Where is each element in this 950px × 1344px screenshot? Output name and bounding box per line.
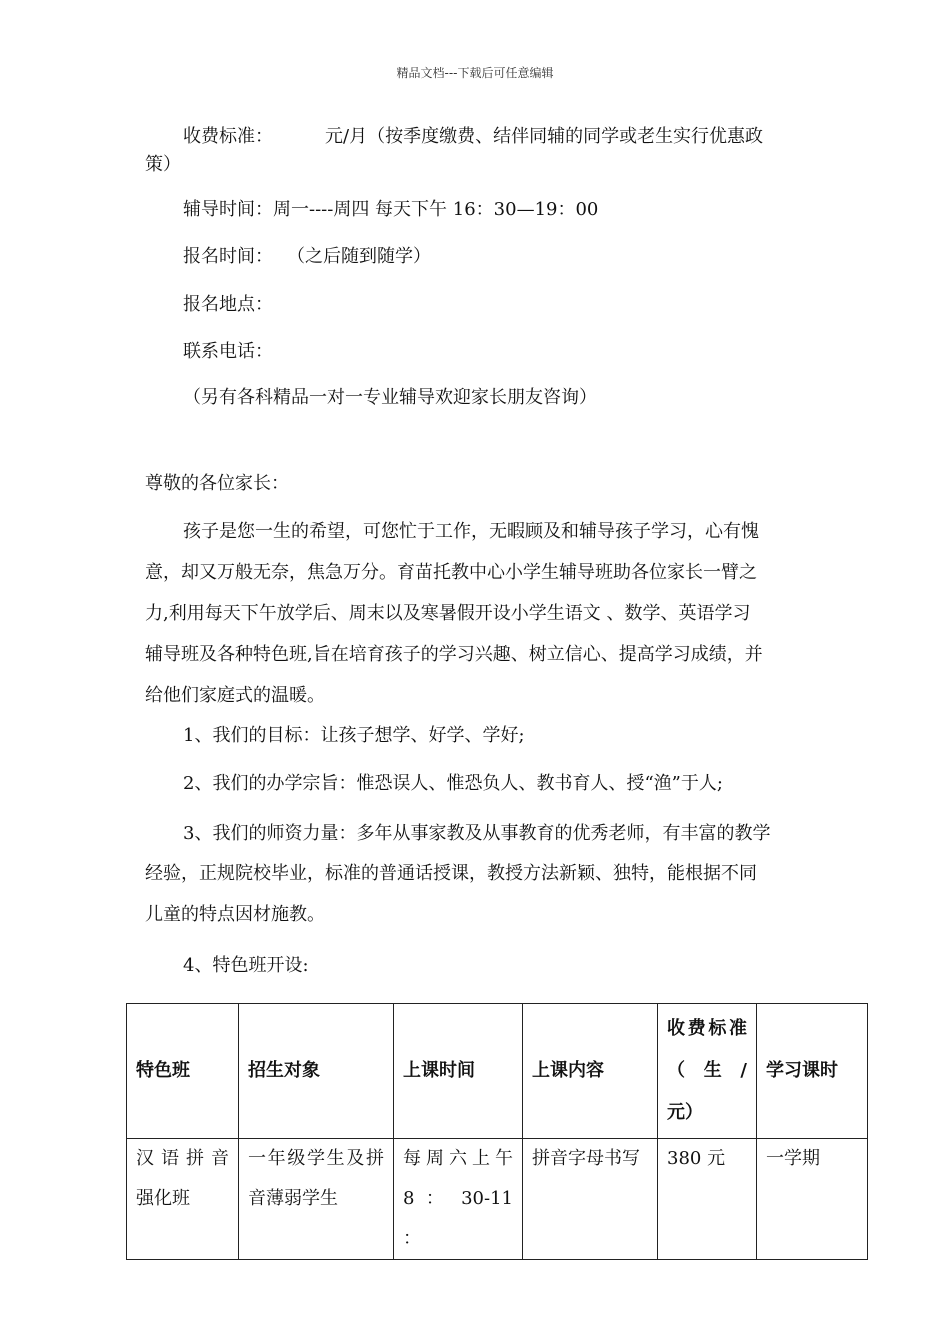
intro-line: 意，却又万般无奈，焦急万分。育苗托教中心小学生辅导班助各位家长一臂之: [145, 562, 757, 583]
teachers-line: 经验，正规院校毕业，标准的普通话授课，教授方法新颖、独特，能根据不同: [145, 863, 757, 884]
fee-value: 元/月（按季度缴费、结伴同辅的同学或老生实行优惠政: [325, 126, 764, 147]
teachers-line: 3、我们的师资力量：多年从事家教及从事教育的优秀老师，有丰富的教学: [183, 823, 771, 844]
cell-line: 每周六上午: [403, 1148, 513, 1169]
header-fee-line: （ 生 /: [667, 1060, 747, 1081]
cell-duration: 一学期: [757, 1139, 868, 1260]
table-row: [127, 1139, 868, 1260]
header-class: 特色班: [127, 1004, 239, 1139]
intro-line: 辅导班及各种特色班,旨在培育孩子的学习兴趣、树立信心、提高学习成绩，并: [145, 644, 763, 665]
feature-title: 4、特色班开设:: [183, 955, 309, 976]
header-target: 招生对象: [239, 1004, 394, 1139]
cell-fee: 380 元: [658, 1139, 757, 1260]
goal: 1、我们的目标：让孩子想学、好学、学好;: [183, 725, 525, 746]
header-time: 上课时间: [394, 1004, 523, 1139]
cell-target: [239, 1139, 394, 1260]
cell-line: 音薄弱学生: [248, 1188, 338, 1209]
signup-location: 报名地点：: [183, 294, 273, 315]
cell-line: 一年级学生及拼: [248, 1148, 384, 1169]
fee-label: 收费标准：: [183, 126, 273, 147]
header-duration: 学习课时: [757, 1004, 868, 1139]
cell-class: [127, 1139, 239, 1260]
intro-line: 给他们家庭式的温暖。: [145, 685, 325, 706]
signup-line: [183, 245, 431, 269]
greeting: 尊敬的各位家长：: [145, 473, 289, 494]
cell-line: 强化班: [136, 1188, 190, 1209]
fee-line: [183, 125, 763, 149]
feature-class-table: [126, 1003, 868, 1260]
page-header: 精品文档---下载后可任意编辑: [396, 66, 554, 80]
extra-note: （另有各科精品一对一专业辅导欢迎家长朋友咨询）: [183, 387, 597, 408]
header-fee-line: 收费标准: [667, 1018, 747, 1039]
header-fee: [658, 1004, 757, 1139]
header-content: 上课内容: [523, 1004, 658, 1139]
mission: 2、我们的办学宗旨：惟恐误人、惟恐负人、教书育人、授“渔”于人;: [183, 773, 723, 794]
contact-phone: 联系电话：: [183, 341, 273, 362]
cell-content: 拼音字母书写: [523, 1139, 658, 1260]
teachers-line: 儿童的特点因材施教。: [145, 904, 325, 925]
cell-line: 汉语拼音: [136, 1148, 229, 1169]
tutoring-time: 辅导时间：周一----周四 每天下午 16：30—19：00: [183, 199, 599, 220]
fee-wrap: 策）: [145, 154, 181, 175]
signup-note: （之后随到随学）: [287, 246, 431, 267]
cell-time: [394, 1139, 523, 1260]
intro-line: 力,利用每天下午放学后、周末以及寒暑假开设小学生语文 、数学、英语学习: [145, 603, 751, 624]
cell-line: 8 ： 30-11 ：: [403, 1188, 513, 1249]
header-fee-line: 元）: [667, 1102, 703, 1123]
signup-label: 报名时间：: [183, 246, 273, 267]
intro-line: 孩子是您一生的希望，可您忙于工作，无暇顾及和辅导孩子学习，心有愧: [183, 521, 759, 542]
table-header-row: [127, 1004, 868, 1139]
